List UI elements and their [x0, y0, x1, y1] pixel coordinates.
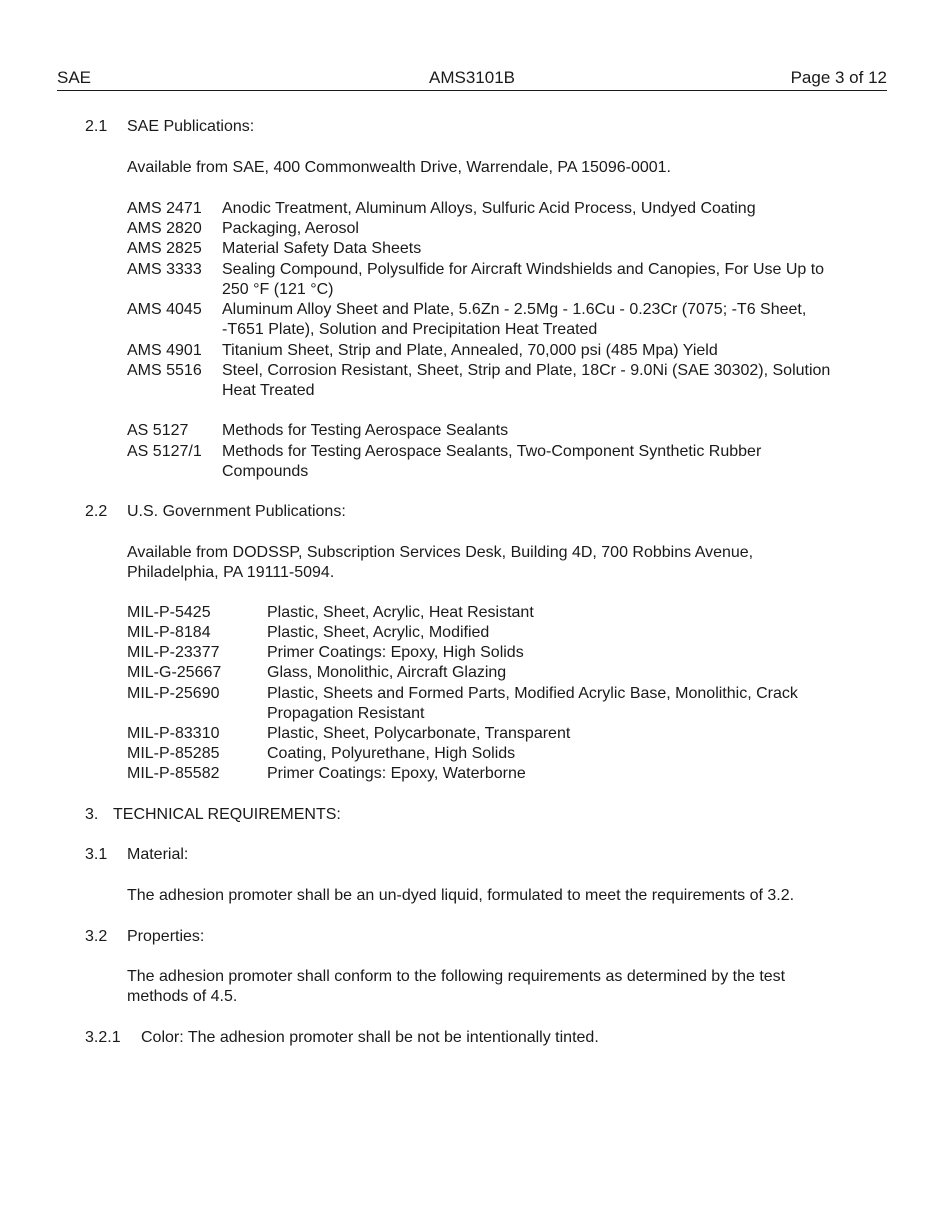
gov-ref-title: Primer Coatings: Epoxy, Waterborne [267, 765, 526, 782]
sae-ref-title: Material Safety Data Sheets [222, 240, 422, 257]
sae-ref-title-cont: Compounds [222, 463, 309, 480]
sae-ref-title: Steel, Corrosion Resistant, Sheet, Strip and Plate, 18Cr - 9.0Ni (SAE 30302), Solution [222, 362, 831, 379]
gov-ref-code: MIL-G-25667 [127, 664, 222, 681]
gov-ref-title: Plastic, Sheet, Polycarbonate, Transparent [267, 725, 571, 742]
section-2-2-number: 2.2 [85, 503, 108, 520]
gov-ref-title: Plastic, Sheet, Acrylic, Modified [267, 624, 490, 641]
sae-ref-code: AMS 3333 [127, 261, 202, 278]
section-3-2-number: 3.2 [85, 928, 108, 945]
page-header [57, 68, 887, 91]
sae-ref-title: Titanium Sheet, Strip and Plate, Annealed, 70,000 psi (485 Mpa) Yield [222, 342, 718, 359]
sae-ref-code: AS 5127/1 [127, 443, 202, 460]
sae-ref-code: AMS 2820 [127, 220, 202, 237]
sae-ref-code: AMS 2471 [127, 200, 202, 217]
section-2-1-title: SAE Publications: [127, 118, 255, 135]
gov-ref-title: Glass, Monolithic, Aircraft Glazing [267, 664, 507, 681]
section-3-2-1-text: Color: The adhesion promoter shall be not be intentionally tinted. [141, 1029, 599, 1046]
section-3-2-1-number: 3.2.1 [85, 1029, 121, 1046]
sae-ref-title-cont: Heat Treated [222, 382, 315, 399]
section-2-2-availability-cont: Philadelphia, PA 19111-5094. [127, 564, 335, 581]
section-2-1-availability: Available from SAE, 400 Commonwealth Drive, Warrendale, PA 15096-0001. [127, 159, 671, 176]
section-3-number: 3. [85, 806, 99, 823]
sae-ref-code: AMS 4901 [127, 342, 202, 359]
gov-ref-code: MIL-P-85582 [127, 765, 220, 782]
header-doc-number: AMS3101B [429, 68, 515, 87]
section-2-2-title: U.S. Government Publications: [127, 503, 346, 520]
section-3-2-text-cont: methods of 4.5. [127, 988, 238, 1005]
sae-ref-title: Aluminum Alloy Sheet and Plate, 5.6Zn - 2.5Mg - 1.6Cu - 0.23Cr (7075; -T6 Sheet, [222, 301, 807, 318]
sae-ref-code: AMS 5516 [127, 362, 202, 379]
gov-ref-code: MIL-P-83310 [127, 725, 220, 742]
sae-ref-title-cont: 250 °F (121 °C) [222, 281, 334, 298]
gov-ref-title: Primer Coatings: Epoxy, High Solids [267, 644, 524, 661]
section-2-2-availability: Available from DODSSP, Subscription Services Desk, Building 4D, 700 Robbins Avenue, [127, 544, 754, 561]
section-3-title: TECHNICAL REQUIREMENTS: [113, 806, 341, 823]
gov-ref-title-cont: Propagation Resistant [267, 705, 425, 722]
sae-ref-code: AMS 4045 [127, 301, 202, 318]
sae-ref-code: AMS 2825 [127, 240, 202, 257]
gov-ref-title: Plastic, Sheet, Acrylic, Heat Resistant [267, 604, 534, 621]
sae-ref-title-cont: -T651 Plate), Solution and Precipitation Heat Treated [222, 321, 598, 338]
gov-ref-title: Plastic, Sheets and Formed Parts, Modified Acrylic Base, Monolithic, Crack [267, 685, 798, 702]
gov-ref-code: MIL-P-5425 [127, 604, 211, 621]
sae-ref-title: Sealing Compound, Polysulfide for Aircraft Windshields and Canopies, For Use Up to [222, 261, 825, 278]
gov-ref-code: MIL-P-8184 [127, 624, 211, 641]
gov-ref-code: MIL-P-23377 [127, 644, 220, 661]
sae-ref-code: AS 5127 [127, 422, 189, 439]
gov-ref-code: MIL-P-25690 [127, 685, 220, 702]
gov-ref-code: MIL-P-85285 [127, 745, 220, 762]
section-2-1-number: 2.1 [85, 118, 108, 135]
section-3-1-text: The adhesion promoter shall be an un-dyed liquid, formulated to meet the requirements of 3.2. [127, 887, 795, 904]
gov-ref-title: Coating, Polyurethane, High Solids [267, 745, 516, 762]
section-3-2-title: Properties: [127, 928, 205, 945]
sae-ref-title: Packaging, Aerosol [222, 220, 359, 237]
sae-ref-title: Methods for Testing Aerospace Sealants, Two-Component Synthetic Rubber [222, 443, 762, 460]
header-page-number: Page 3 of 12 [790, 68, 887, 87]
sae-ref-title: Methods for Testing Aerospace Sealants [222, 422, 509, 439]
section-3-1-number: 3.1 [85, 846, 108, 863]
header-left: SAE [57, 68, 92, 87]
section-3-2-text: The adhesion promoter shall conform to the following requirements as determined by the test [127, 968, 786, 985]
section-3-1-title: Material: [127, 846, 189, 863]
sae-ref-title: Anodic Treatment, Aluminum Alloys, Sulfuric Acid Process, Undyed Coating [222, 200, 756, 217]
